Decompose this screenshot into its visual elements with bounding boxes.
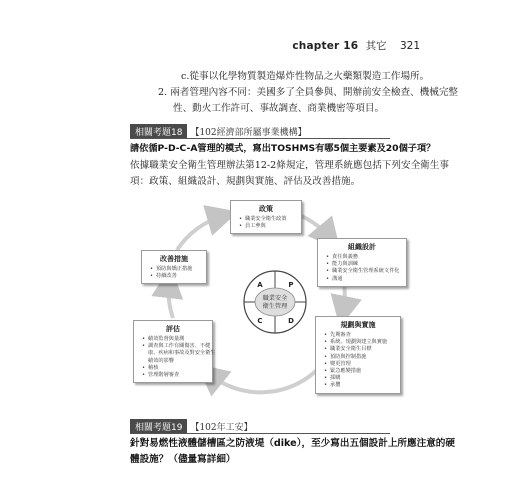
policy-item: • 員工參與 — [239, 223, 301, 230]
planning-item: • 系統、規劃與建立與實施 — [324, 339, 400, 346]
evaluation-item: • 稽核 — [142, 365, 212, 372]
planning-item: • 先期審查 — [324, 332, 400, 339]
planning-item: • 預防與控制措施 — [324, 354, 400, 361]
policy-item: • 職業安全衛生政策 — [239, 216, 301, 223]
pdca-c: C — [257, 317, 263, 325]
improvement-box — [141, 250, 207, 284]
policy-title: 政策 — [259, 205, 273, 213]
planning-item: • 採購 — [324, 375, 400, 382]
toshms-diagram — [125, 190, 415, 415]
question-19-title-line-1: 針對易燃性液體儲槽區之防液堤（dike），至少寫出五個設計上所應注意的硬 — [130, 438, 455, 449]
answer-line-2: 項：政策、組織設計、規劃與實施、評估及改善措施。 — [130, 176, 361, 187]
improvement-title: 改善措施 — [160, 255, 188, 263]
improvement-item: • 持續改善 — [150, 273, 206, 280]
organization-item: • 能力與訓練 — [326, 261, 406, 268]
intro-line-2-cont: 性、動火工作許可、事故調查、商業機密等項目。 — [173, 103, 385, 114]
pdca-center — [255, 288, 295, 316]
question-source: 【102年工安】 — [190, 423, 253, 433]
planning-item: • 職業安全衛生目標 — [324, 346, 400, 353]
page-number: 321 — [399, 40, 420, 52]
question-19-header — [130, 419, 253, 434]
answer-line-1: 依據職業安全衛生管理辦法第12-2條規定，管理系統應包括下列安全衛生事 — [130, 160, 449, 171]
pdca-p: P — [288, 281, 294, 289]
improvement-item: • 預防與矯正措施 — [150, 266, 206, 273]
divider — [130, 433, 390, 434]
organization-item: • 溝通 — [326, 276, 406, 283]
policy-box — [230, 200, 302, 234]
cycle-arrow-top-left — [177, 216, 223, 250]
pdca-a: A — [257, 281, 263, 289]
intro-line-c: c.從事以化學物質製造爆炸性物品之火藥類製造工作場所。 — [181, 71, 430, 82]
evaluation-title: 評估 — [166, 325, 180, 333]
question-source: 【102經濟部所屬事業機構】 — [190, 128, 307, 138]
center-label-1: 職業安全 — [262, 295, 288, 302]
organization-box — [317, 238, 407, 287]
question-title: 請依循P-D-C-A管理的模式，寫出TOSHMS有哪5個主要素及20個子項？ — [130, 143, 436, 154]
evaluation-box — [133, 320, 216, 383]
organization-title: 組織設計 — [348, 243, 376, 251]
question-tag: 相關考題18 — [130, 124, 187, 139]
pdca-d: D — [288, 317, 294, 325]
cycle-arrow-left — [168, 282, 173, 318]
evaluation-item: • 管理階層審查 — [142, 372, 212, 379]
cycle-arrow-bottom — [209, 370, 317, 392]
organization-item: • 責任與義務 — [326, 254, 406, 261]
planning-item: • 緊急應變措施 — [324, 368, 400, 375]
section-label: 其它 — [365, 40, 387, 52]
planning-item: • 變更管理 — [324, 361, 400, 368]
question-tag: 相關考題19 — [130, 419, 187, 434]
divider — [130, 138, 390, 139]
question-19-title-line-2: 體設施？（儘量寫詳細） — [130, 454, 236, 465]
evaluation-item: • 績效監督與量測 — [142, 336, 212, 343]
running-header — [292, 38, 420, 53]
center-label-2: 衛生管理 — [262, 303, 288, 310]
planning-item: • 承攬 — [324, 382, 400, 389]
question-18-header — [130, 124, 307, 139]
planning-title: 規劃與實施 — [340, 321, 376, 329]
planning-box — [315, 316, 401, 394]
evaluation-item: • 調查與工作有關傷害、不健康、疾病和事故及對安全衛生績效的影響 — [142, 343, 218, 365]
intro-line-2: 2. 兩者管理內容不同：美國多了全員參與、開辦前安全檢查、機械完整 — [158, 87, 459, 98]
organization-item: • 職業安全衛生管理系統文件化 — [326, 268, 406, 275]
chapter-label: chapter 16 — [292, 40, 359, 52]
